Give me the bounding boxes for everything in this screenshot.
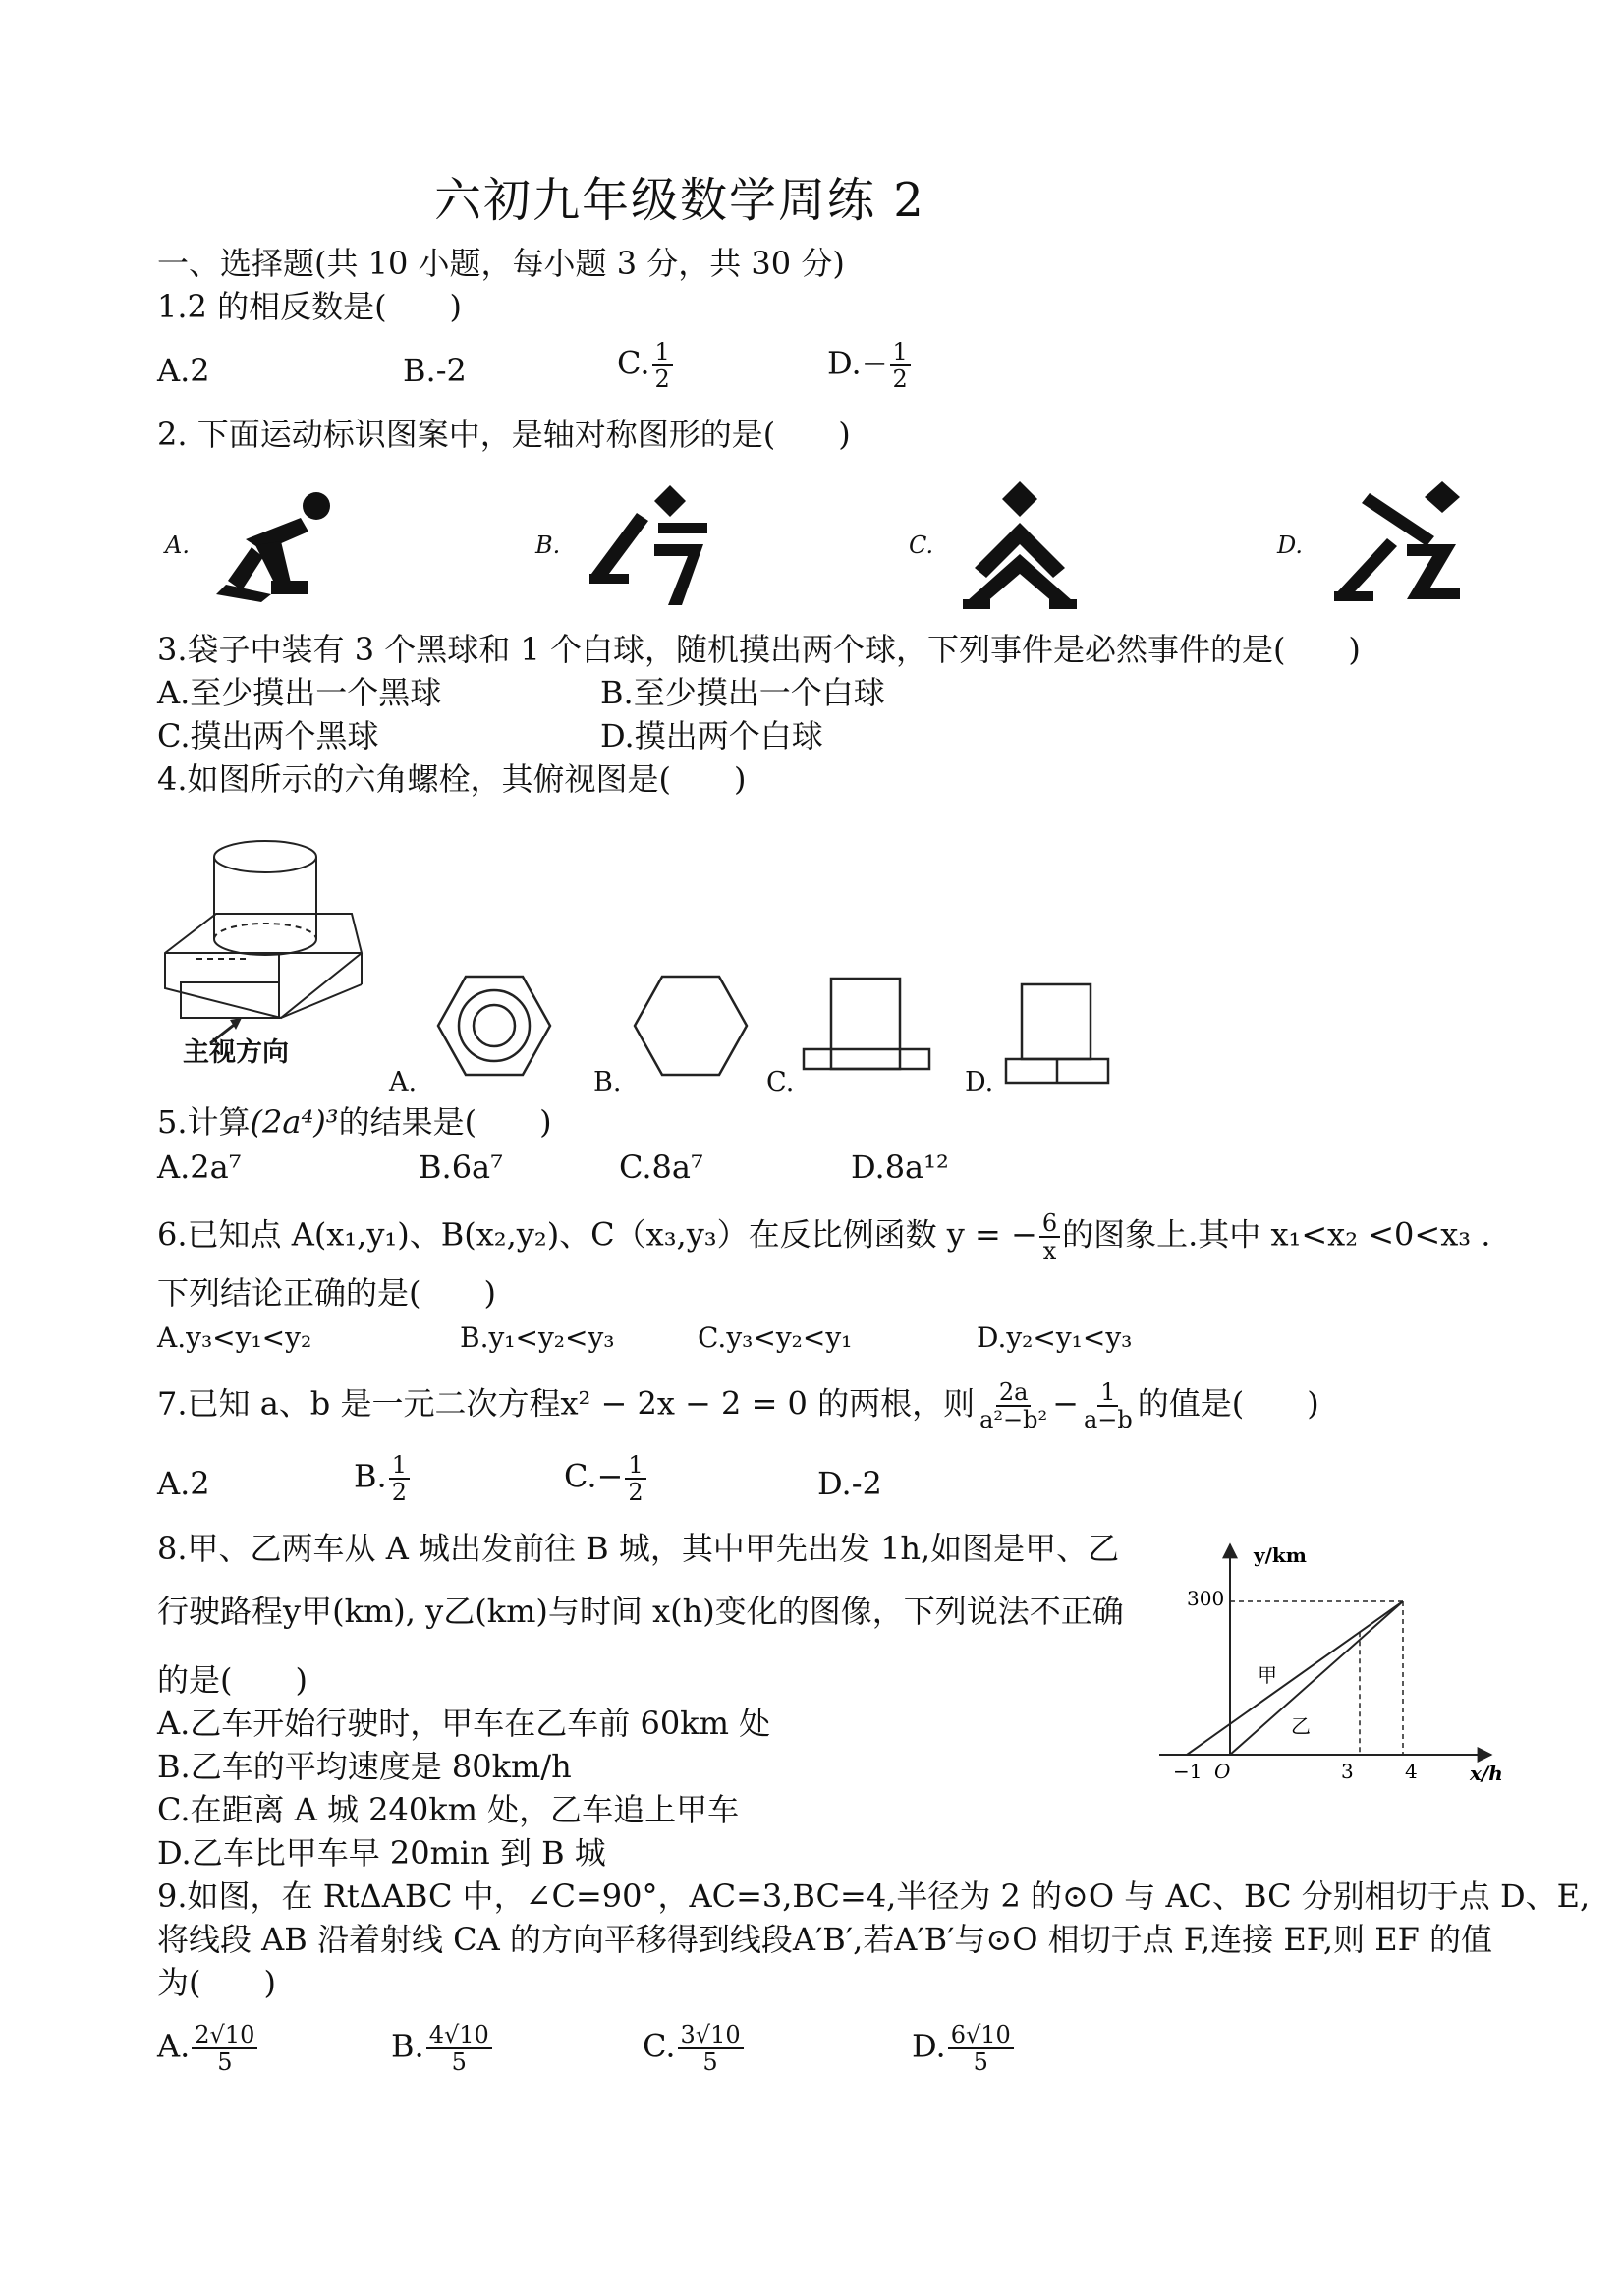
y-tick-300: 300 [1187,1587,1225,1610]
q3-option-d[interactable]: D.摸出两个白球 [600,717,823,755]
series-line-2 [1230,1601,1403,1755]
q8-option-d[interactable]: D.乙车比甲车早 20min 到 B 城 [157,1834,606,1872]
q9-stem-line3: 为( ) [157,1964,276,2001]
q5-option-a[interactable]: A.2a⁷ [157,1148,242,1186]
q3-stem: 3.袋子中装有 3 个黑球和 1 个白球，随机摸出两个球，下列事件是必然事件的是( ) [157,631,1361,668]
view-c-front[interactable] [798,973,939,1079]
fraction: $\frac{2a}{\text{a²−b²}}$ [979,1378,1048,1433]
q9-option-d[interactable]: D. $\frac{6√10}{5}$ [912,2022,1016,2075]
q2-label-a: A. [165,532,190,559]
q8-option-b[interactable]: B.乙车的平均速度是 80km/h [157,1748,572,1785]
x-tick-3: 3 [1341,1760,1354,1783]
q1-stem: 1.2 的相反数是( ) [157,288,463,325]
minus-sign: − [861,344,888,382]
series-label-jia: 甲 [1258,1663,1277,1687]
series-label-yi: 乙 [1291,1714,1311,1738]
q2-label-b: B. [535,532,561,559]
q8-stem-line2: 行驶路程y甲(km), y乙(km)与时间 x(h)变化的图像，下列说法不正确 [157,1593,1124,1630]
fraction: $\frac{3√10}{5}$ [678,2022,744,2075]
page-title: 六初九年级数学周练 2 [434,173,925,228]
fraction: $\frac{2√10}{5}$ [192,2022,257,2075]
fraction: $\frac{1}{2}$ [625,1452,645,1505]
y-axis-label: y/km [1254,1543,1307,1567]
q9-option-b[interactable]: B. $\frac{4√10}{5}$ [391,2022,494,2075]
fraction: $\frac{6}{x}$ [1039,1210,1060,1263]
q6-option-b[interactable]: B.y₁<y₂<y₃ [460,1321,615,1354]
q9-stem-line1: 9.如图，在 RtΔABC 中，∠C=90°，AC=3,BC=4,半径为 2 的⊙O 与 AC、BC 分别相切于点 D、E, [157,1877,1591,1915]
option-prefix: C. [617,344,650,382]
fraction: $\frac{4√10}{5}$ [426,2022,492,2075]
q2-label-d: D. [1277,532,1304,559]
figure-b-icon[interactable] [580,479,727,617]
q4-label-a: A. [389,1067,418,1097]
fraction: $\frac{1}{2}$ [652,339,673,392]
fraction: $\frac{1}{2}$ [389,1452,410,1505]
q3-option-b[interactable]: B.至少摸出一个白球 [600,674,885,711]
q5-option-d[interactable]: D.8a¹² [851,1148,949,1186]
q9-stem-line2: 将线段 AB 沿着射线 CA 的方向平移得到线段A′B′,若A′B′与⊙O 相切于点 F,连接 EF,则 EF 的值 [157,1921,1493,1958]
q5-option-b[interactable]: B.6a⁷ [419,1148,503,1186]
direction-label: 主视方向 [183,1037,289,1068]
q2-stem: 2. 下面运动标识图案中，是轴对称图形的是( ) [157,416,851,453]
q6-stem-line2: 下列结论正确的是( ) [157,1274,496,1312]
figure-d-icon[interactable] [1326,477,1474,615]
fraction: $\frac{1}{2}$ [890,339,911,392]
q6-option-c[interactable]: C.y₃<y₂<y₁ [698,1321,853,1354]
q6-stem: 6.已知点 A(x₁,y₁)、B(x₂,y₂)、C（x₃,y₃）在反比例函数 y = − $\frac{6}{x}$ 的图象上.其中 x₁<x₂ <0<x₃ . [157,1209,1491,1264]
q8-stem-line3: 的是( ) [157,1661,308,1699]
distance-time-chart [1159,1533,1513,1788]
skier-icon[interactable] [206,486,344,604]
q6-option-d[interactable]: D.y₂<y₁<y₃ [977,1321,1133,1354]
q9-option-a[interactable]: A. $\frac{2√10}{5}$ [157,2022,259,2075]
view-b-hexagon[interactable] [627,969,755,1087]
q6-option-a[interactable]: A.y₃<y₁<y₂ [157,1321,312,1354]
q7-option-d[interactable]: D.-2 [817,1465,882,1502]
q4-label-b: B. [593,1067,622,1097]
q5-stem: 5.计算(2a⁴)³的结果是( ) [157,1103,552,1141]
x-tick-origin: O [1214,1760,1231,1783]
fraction: $\frac{1}{a-b}$ [1083,1378,1133,1433]
x-tick-4: 4 [1405,1760,1418,1783]
view-d-side[interactable] [1000,979,1116,1085]
q7-option-a[interactable]: A.2 [157,1465,210,1502]
x-tick-minus-1: −1 [1173,1760,1203,1783]
q3-option-c[interactable]: C.摸出两个黑球 [157,717,379,755]
q2-label-c: C. [909,532,934,559]
q4-stem: 4.如图所示的六角螺栓，其俯视图是( ) [157,760,747,798]
section-heading: 一、选择题(共 10 小题，每小题 3 分，共 30 分) [157,245,845,282]
view-a-hexagon-circles[interactable] [430,969,558,1087]
fraction: $\frac{6√10}{5}$ [948,2022,1014,2075]
q3-option-a[interactable]: A.至少摸出一个黑球 [157,674,442,711]
q5-option-c[interactable]: C.8a⁷ [619,1148,703,1186]
x-axis-label: x/h [1470,1762,1503,1785]
q8-option-a[interactable]: A.乙车开始行驶时，甲车在乙车前 60km 处 [157,1705,771,1742]
q1-option-d[interactable] [827,339,913,392]
q1-option-b[interactable]: B.-2 [403,352,467,389]
figure-c-icon[interactable] [951,477,1089,615]
q1-option-c[interactable] [617,339,675,392]
q8-stem-line1: 8.甲、乙两车从 A 城出发前往 B 城，其中甲先出发 1h,如图是甲、乙 [157,1530,1120,1567]
q4-label-d: D. [965,1067,994,1097]
q7-option-b[interactable]: B. $\frac{1}{2}$ [354,1452,412,1505]
option-prefix: D. [827,344,862,382]
q7-stem: 7.已知 a、b 是一元二次方程x² − 2x − 2 = 0 的两根，则 $\frac{2a}{\text{a²−b²}}$ − $\frac{1}{a-b}$ 的值是( ) [157,1378,1319,1433]
q4-label-c: C. [766,1067,795,1097]
q8-option-c[interactable]: C.在距离 A 城 240km 处，乙车追上甲车 [157,1791,740,1828]
q7-option-c[interactable]: C.− $\frac{1}{2}$ [564,1452,648,1505]
q9-option-c[interactable]: C. $\frac{3√10}{5}$ [643,2022,746,2075]
q1-option-a[interactable]: A.2 [157,352,210,389]
